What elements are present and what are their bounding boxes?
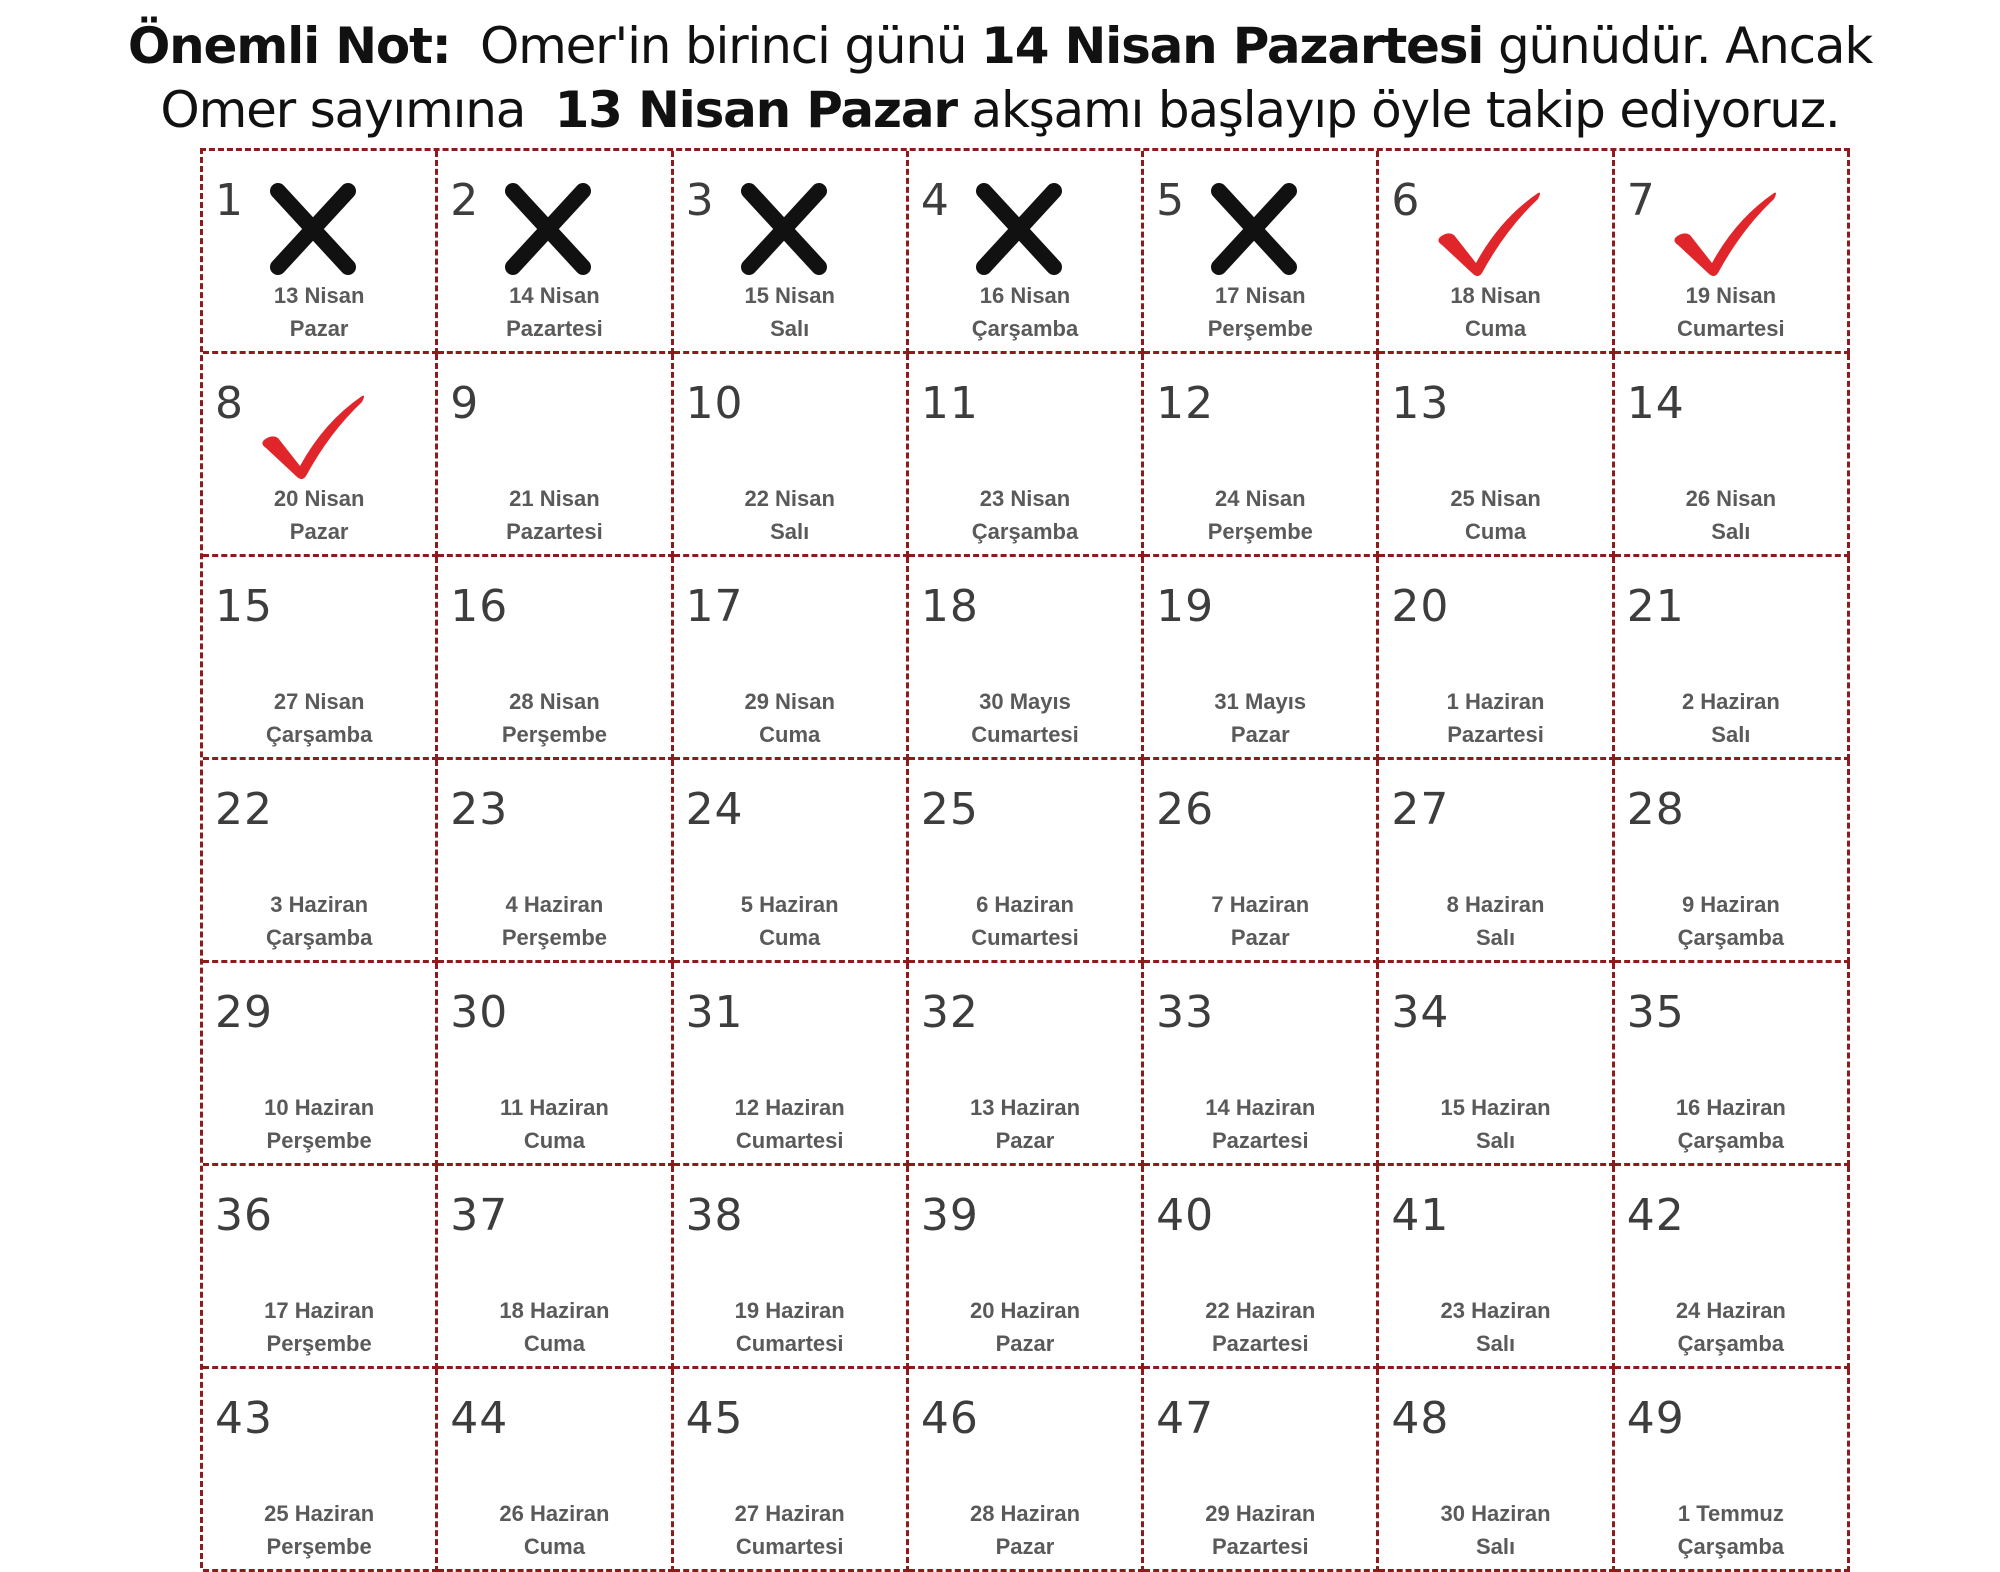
- day-cell: [909, 557, 1144, 760]
- day-date: [203, 482, 435, 548]
- day-cell: [203, 1166, 438, 1369]
- day-cell: [1144, 1369, 1379, 1572]
- day-date: [674, 482, 906, 548]
- day-number: 22: [215, 784, 273, 835]
- day-date: [674, 279, 906, 345]
- day-number: 11: [920, 378, 979, 429]
- day-cell: [674, 760, 909, 963]
- note-text-2: günüdür. Ancak: [1497, 17, 1873, 75]
- day-date: [1615, 685, 1847, 751]
- day-date: [674, 1497, 906, 1563]
- weekday: Perşembe: [266, 1331, 372, 1356]
- day-date: [1379, 482, 1611, 548]
- day-date: [203, 888, 435, 954]
- weekday: Cumartesi: [735, 1331, 844, 1356]
- note-date-1: 14 Nisan Pazartesi: [981, 17, 1484, 75]
- weekday: Pazartesi: [506, 519, 603, 544]
- day-date: [438, 279, 670, 345]
- day-number: 28: [1626, 784, 1685, 835]
- omer-calendar-grid: [200, 148, 1850, 1568]
- gregorian-date: 5 Haziran: [740, 892, 839, 917]
- gregorian-date: 16 Nisan: [979, 283, 1071, 308]
- weekday: Cuma: [523, 1534, 585, 1559]
- day-number: 4: [920, 175, 950, 226]
- gregorian-date: 27 Haziran: [734, 1501, 845, 1526]
- weekday: Cumartesi: [1677, 316, 1785, 341]
- day-cell: [1615, 963, 1850, 1166]
- day-date: [909, 482, 1141, 548]
- gregorian-date: 23 Haziran: [1440, 1298, 1551, 1323]
- weekday: Perşembe: [266, 1534, 372, 1559]
- weekday: Pazar: [1230, 925, 1290, 950]
- day-number: 34: [1391, 987, 1450, 1038]
- day-cell: [1144, 760, 1379, 963]
- weekday: Çarşamba: [1677, 1331, 1785, 1356]
- weekday: Perşembe: [501, 925, 608, 950]
- weekday: Salı: [1711, 519, 1751, 544]
- day-date: [1615, 279, 1847, 345]
- day-number: 42: [1626, 1190, 1685, 1241]
- gregorian-date: 1 Haziran: [1446, 689, 1545, 714]
- day-number: 32: [920, 987, 979, 1038]
- day-number: 30: [450, 987, 509, 1038]
- gregorian-date: 20 Haziran: [969, 1298, 1081, 1323]
- weekday: Cuma: [523, 1331, 585, 1356]
- day-cell: [909, 1166, 1144, 1369]
- gregorian-date: 31 Mayıs: [1214, 689, 1307, 714]
- day-number: 16: [450, 581, 509, 632]
- day-cell: [1379, 354, 1614, 557]
- gregorian-date: 11 Haziran: [500, 1095, 609, 1120]
- day-date: [674, 888, 906, 954]
- gregorian-date: 28 Nisan: [509, 689, 600, 714]
- day-number: 20: [1391, 581, 1450, 632]
- day-cell: [1379, 963, 1614, 1166]
- note-line-1: [0, 14, 2000, 78]
- day-number: 27: [1391, 784, 1450, 835]
- gregorian-date: 18 Nisan: [1450, 283, 1541, 308]
- note-date-2: 13 Nisan Pazar: [554, 81, 957, 139]
- gregorian-date: 16 Haziran: [1675, 1095, 1786, 1120]
- day-cell: [438, 1166, 673, 1369]
- day-cell: [203, 760, 438, 963]
- day-date: [438, 1294, 670, 1360]
- gregorian-date: 29 Nisan: [744, 689, 835, 714]
- gregorian-date: 7 Haziran: [1211, 892, 1310, 917]
- weekday: Pazartesi: [1447, 722, 1544, 747]
- day-date: [1144, 685, 1376, 751]
- gregorian-date: 1 Temmuz: [1677, 1501, 1784, 1526]
- day-date: [438, 1091, 670, 1157]
- day-number: 44: [450, 1393, 509, 1444]
- gregorian-date: 4 Haziran: [505, 892, 604, 917]
- gregorian-date: 21 Nisan: [509, 486, 600, 511]
- weekday: Çarşamba: [1677, 925, 1785, 950]
- weekday: Salı: [1475, 925, 1516, 950]
- day-date: [909, 888, 1141, 954]
- day-number: 38: [685, 1190, 744, 1241]
- day-number: 40: [1156, 1190, 1215, 1241]
- day-date: [1144, 1091, 1376, 1157]
- gregorian-date: 8 Haziran: [1446, 892, 1545, 917]
- check-icon: [1670, 179, 1780, 279]
- day-date: [674, 1294, 906, 1360]
- day-cell: [1615, 557, 1850, 760]
- gregorian-date: 6 Haziran: [976, 892, 1074, 917]
- day-number: 36: [215, 1190, 273, 1241]
- day-number: 1: [215, 175, 244, 226]
- gregorian-date: 13 Nisan: [273, 283, 365, 308]
- day-date: [438, 685, 670, 751]
- weekday: Çarşamba: [971, 316, 1079, 341]
- x-icon: [493, 179, 603, 279]
- day-cell: [674, 963, 909, 1166]
- day-number: 14: [1626, 378, 1685, 429]
- weekday: Cumartesi: [971, 722, 1079, 747]
- day-cell: [1144, 557, 1379, 760]
- day-cell: [1615, 354, 1850, 557]
- day-number: 2: [450, 175, 480, 226]
- gregorian-date: 26 Haziran: [499, 1501, 610, 1526]
- day-date: [1379, 1497, 1611, 1563]
- gregorian-date: 14 Nisan: [509, 283, 600, 308]
- day-number: 19: [1156, 581, 1215, 632]
- day-cell: [1144, 151, 1379, 354]
- day-cell: [1615, 1369, 1850, 1572]
- day-date: [203, 1294, 435, 1360]
- day-date: [1615, 1294, 1847, 1360]
- weekday: Perşembe: [1207, 316, 1313, 341]
- day-number: 46: [920, 1393, 979, 1444]
- gregorian-date: 10 Haziran: [264, 1095, 375, 1120]
- day-date: [1379, 1091, 1611, 1157]
- weekday: Cuma: [1465, 316, 1527, 341]
- gregorian-date: 30 Haziran: [1440, 1501, 1551, 1526]
- day-date: [1615, 1091, 1847, 1157]
- day-number: 13: [1391, 378, 1450, 429]
- day-number: 21: [1626, 581, 1685, 632]
- weekday: Perşembe: [1207, 519, 1313, 544]
- weekday: Perşembe: [501, 722, 608, 747]
- gregorian-date: 9 Haziran: [1681, 892, 1780, 917]
- day-date: [1379, 279, 1611, 345]
- note-text-3: Omer sayımına: [160, 81, 526, 139]
- day-cell: [1379, 1369, 1614, 1572]
- day-cell: [1144, 354, 1379, 557]
- day-cell: [1379, 151, 1614, 354]
- day-date: [203, 279, 435, 345]
- weekday: Çarşamba: [265, 925, 373, 950]
- day-number: 18: [920, 581, 979, 632]
- day-cell: [909, 354, 1144, 557]
- day-date: [1144, 888, 1376, 954]
- day-number: 15: [215, 581, 273, 632]
- day-number: 23: [450, 784, 509, 835]
- day-number: 47: [1156, 1393, 1215, 1444]
- day-date: [909, 685, 1141, 751]
- gregorian-date: 26 Nisan: [1685, 486, 1777, 511]
- day-cell: [674, 354, 909, 557]
- gregorian-date: 17 Haziran: [264, 1298, 375, 1323]
- day-number: 25: [920, 784, 979, 835]
- day-date: [1144, 482, 1376, 548]
- day-cell: [203, 1369, 438, 1572]
- day-number: 33: [1156, 987, 1215, 1038]
- weekday: Salı: [1475, 1128, 1516, 1153]
- weekday: Cuma: [1465, 519, 1527, 544]
- day-date: [909, 1497, 1141, 1563]
- weekday: Pazartesi: [1211, 1534, 1309, 1559]
- x-icon: [1199, 179, 1309, 279]
- day-cell: [203, 963, 438, 1166]
- day-number: 6: [1391, 175, 1421, 226]
- day-date: [1144, 279, 1376, 345]
- day-date: [203, 1497, 435, 1563]
- weekday: Çarşamba: [1677, 1534, 1785, 1559]
- day-number: 48: [1391, 1393, 1450, 1444]
- day-cell: [909, 760, 1144, 963]
- weekday: Salı: [1475, 1534, 1516, 1559]
- day-number: 41: [1391, 1190, 1450, 1241]
- gregorian-date: 24 Haziran: [1675, 1298, 1786, 1323]
- day-cell: [438, 963, 673, 1166]
- important-note: [0, 14, 2000, 142]
- day-number: 5: [1156, 175, 1186, 226]
- gregorian-date: 18 Haziran: [499, 1298, 610, 1323]
- weekday: Cumartesi: [735, 1534, 844, 1559]
- weekday: Salı: [770, 316, 810, 341]
- day-cell: [1615, 151, 1850, 354]
- weekday: Perşembe: [266, 1128, 372, 1153]
- weekday: Çarşamba: [971, 519, 1079, 544]
- day-cell: [909, 1369, 1144, 1572]
- weekday: Cuma: [759, 925, 821, 950]
- day-number: 26: [1156, 784, 1215, 835]
- day-date: [674, 1091, 906, 1157]
- day-number: 43: [215, 1393, 273, 1444]
- note-line-2: [0, 78, 2000, 142]
- weekday: Pazar: [995, 1331, 1055, 1356]
- day-date: [1379, 685, 1611, 751]
- day-date: [1615, 1497, 1847, 1563]
- check-icon: [1434, 179, 1544, 279]
- gregorian-date: 22 Nisan: [744, 486, 835, 511]
- gregorian-date: 22 Haziran: [1205, 1298, 1316, 1323]
- weekday: Çarşamba: [1677, 1128, 1785, 1153]
- day-date: [1379, 888, 1611, 954]
- day-number: 24: [685, 784, 744, 835]
- weekday: Pazartesi: [1211, 1331, 1309, 1356]
- check-icon: [258, 382, 368, 482]
- day-date: [203, 685, 435, 751]
- day-date: [909, 1294, 1141, 1360]
- day-date: [1615, 482, 1847, 548]
- day-number: 17: [685, 581, 744, 632]
- day-number: 37: [450, 1190, 509, 1241]
- day-number: 3: [685, 175, 715, 226]
- gregorian-date: 14 Haziran: [1205, 1095, 1316, 1120]
- day-cell: [674, 1166, 909, 1369]
- day-date: [909, 279, 1141, 345]
- weekday: Cuma: [523, 1128, 585, 1153]
- day-cell: [1144, 1166, 1379, 1369]
- weekday: Pazar: [289, 519, 349, 544]
- gregorian-date: 23 Nisan: [979, 486, 1071, 511]
- weekday: Salı: [770, 519, 810, 544]
- weekday: Pazartesi: [506, 316, 603, 341]
- day-cell: [909, 963, 1144, 1166]
- day-cell: [1379, 1166, 1614, 1369]
- gregorian-date: 27 Nisan: [273, 689, 365, 714]
- gregorian-date: 20 Nisan: [273, 486, 365, 511]
- note-text-4: akşamı başlayıp öyle takip ediyoruz.: [971, 81, 1840, 139]
- day-cell: [203, 151, 438, 354]
- day-cell: [438, 354, 673, 557]
- day-cell: [674, 557, 909, 760]
- day-cell: [438, 557, 673, 760]
- day-date: [1144, 1294, 1376, 1360]
- gregorian-date: 17 Nisan: [1215, 283, 1306, 308]
- day-cell: [438, 760, 673, 963]
- weekday: Pazar: [1230, 722, 1290, 747]
- gregorian-date: 30 Mayıs: [979, 689, 1071, 714]
- x-icon: [729, 179, 839, 279]
- gregorian-date: 25 Nisan: [1450, 486, 1541, 511]
- x-icon: [258, 179, 368, 279]
- day-date: [438, 482, 670, 548]
- day-cell: [438, 1369, 673, 1572]
- gregorian-date: 28 Haziran: [969, 1501, 1081, 1526]
- day-cell: [1615, 1166, 1850, 1369]
- gregorian-date: 12 Haziran: [734, 1095, 845, 1120]
- weekday: Cumartesi: [735, 1128, 844, 1153]
- day-cell: [203, 354, 438, 557]
- day-date: [438, 888, 670, 954]
- day-cell: [1379, 557, 1614, 760]
- day-cell: [1615, 760, 1850, 963]
- day-cell: [1379, 760, 1614, 963]
- day-cell: [674, 151, 909, 354]
- day-date: [1615, 888, 1847, 954]
- gregorian-date: 3 Haziran: [270, 892, 369, 917]
- day-number: 31: [685, 987, 744, 1038]
- gregorian-date: 19 Haziran: [734, 1298, 845, 1323]
- day-number: 12: [1156, 378, 1215, 429]
- gregorian-date: 24 Nisan: [1215, 486, 1306, 511]
- gregorian-date: 15 Nisan: [744, 283, 835, 308]
- day-date: [438, 1497, 670, 1563]
- day-date: [674, 685, 906, 751]
- day-number: 35: [1626, 987, 1685, 1038]
- weekday: Pazartesi: [1211, 1128, 1309, 1153]
- day-date: [909, 1091, 1141, 1157]
- day-number: 10: [685, 378, 744, 429]
- day-number: 49: [1626, 1393, 1685, 1444]
- note-label: Önemli Not:: [127, 17, 451, 75]
- weekday: Çarşamba: [265, 722, 373, 747]
- day-date: [1144, 1497, 1376, 1563]
- weekday: Cumartesi: [971, 925, 1079, 950]
- gregorian-date: 29 Haziran: [1205, 1501, 1316, 1526]
- day-cell: [203, 557, 438, 760]
- day-number: 29: [215, 987, 273, 1038]
- note-text-1: Omer'in birinci günü: [479, 17, 967, 75]
- gregorian-date: 13 Haziran: [969, 1095, 1081, 1120]
- day-number: 7: [1626, 175, 1656, 226]
- day-date: [1379, 1294, 1611, 1360]
- gregorian-date: 2 Haziran: [1681, 689, 1780, 714]
- gregorian-date: 25 Haziran: [264, 1501, 375, 1526]
- day-cell: [909, 151, 1144, 354]
- day-number: 8: [215, 378, 244, 429]
- weekday: Pazar: [995, 1128, 1055, 1153]
- day-date: [203, 1091, 435, 1157]
- weekday: Salı: [1475, 1331, 1516, 1356]
- gregorian-date: 19 Nisan: [1685, 283, 1777, 308]
- weekday: Pazar: [995, 1534, 1055, 1559]
- day-number: 9: [450, 378, 480, 429]
- weekday: Pazar: [289, 316, 349, 341]
- day-cell: [674, 1369, 909, 1572]
- day-cell: [438, 151, 673, 354]
- weekday: Salı: [1711, 722, 1751, 747]
- weekday: Cuma: [759, 722, 821, 747]
- x-icon: [964, 179, 1074, 279]
- day-cell: [1144, 963, 1379, 1166]
- day-number: 39: [920, 1190, 979, 1241]
- day-number: 45: [685, 1393, 744, 1444]
- gregorian-date: 15 Haziran: [1440, 1095, 1551, 1120]
